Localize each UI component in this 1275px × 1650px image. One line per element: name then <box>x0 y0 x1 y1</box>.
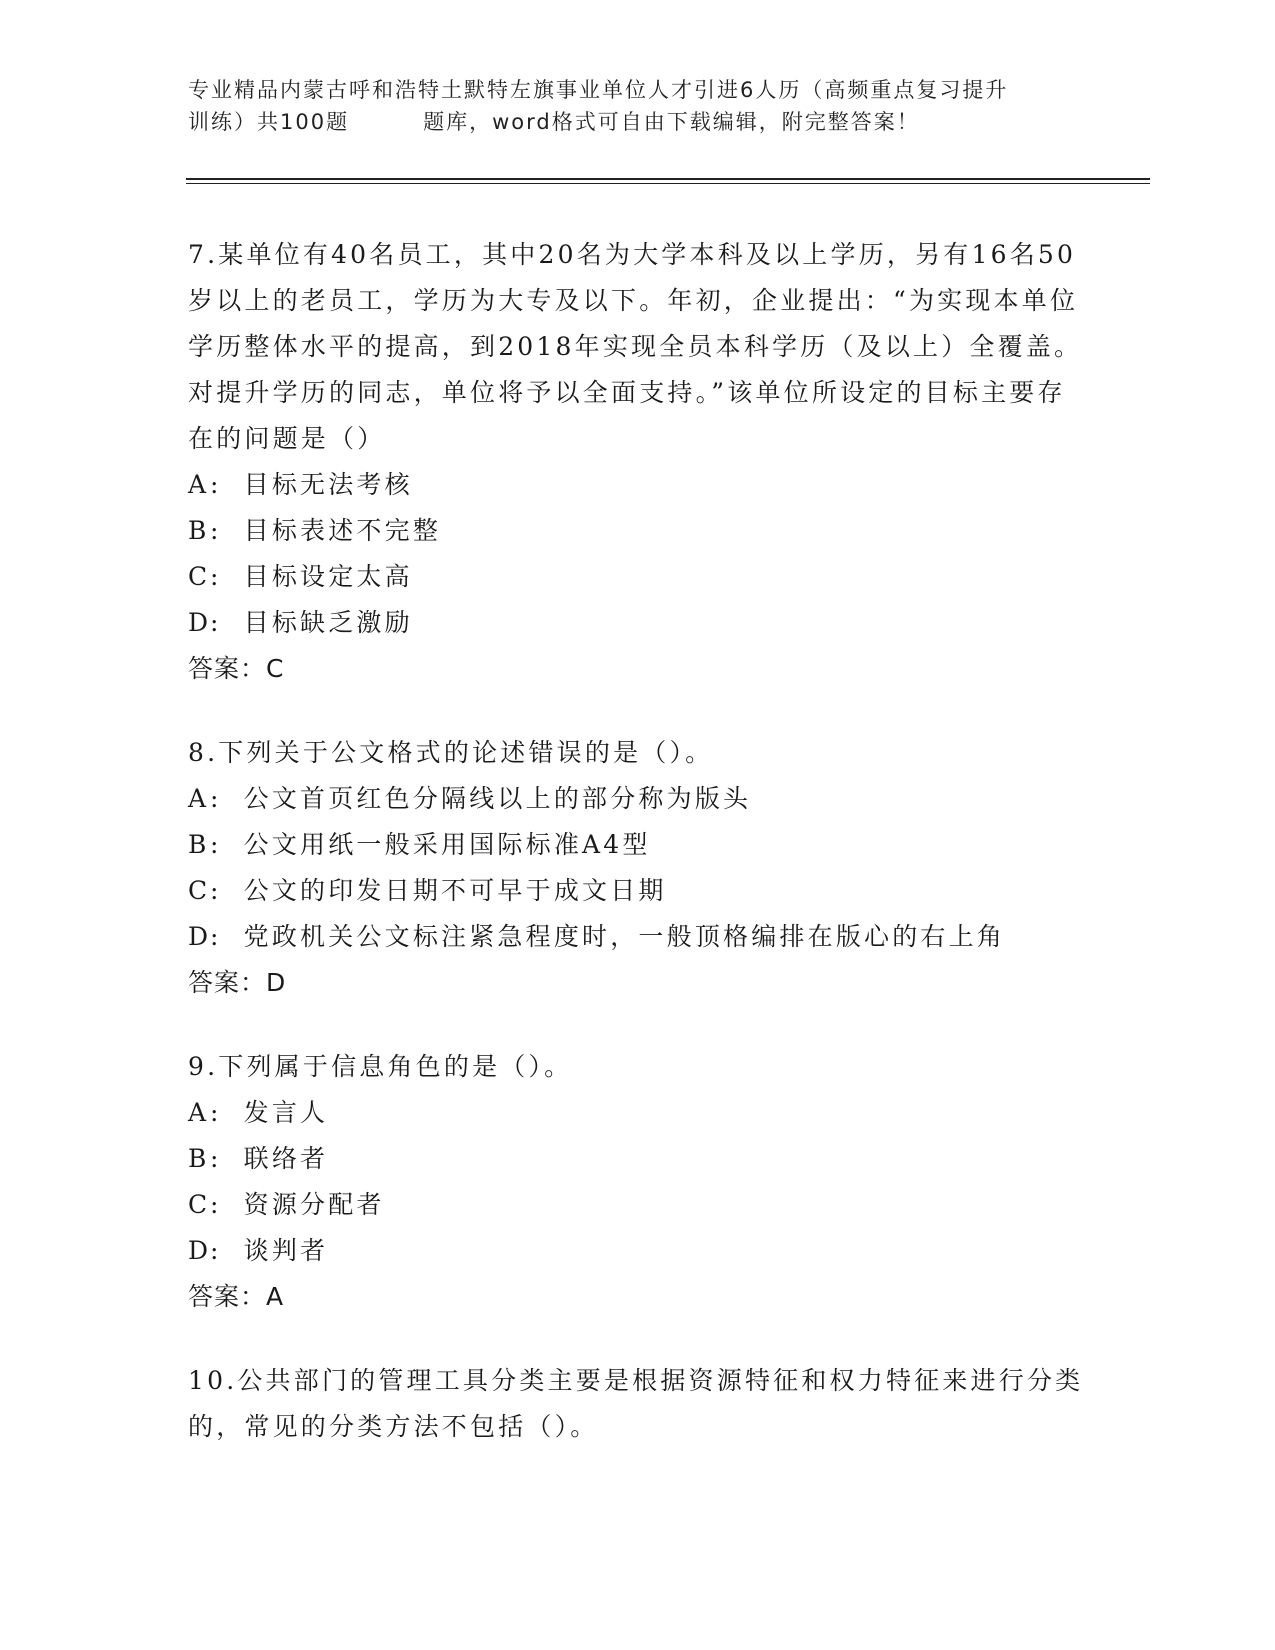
header-divider-thin <box>186 183 1150 184</box>
question-8 <box>188 730 1088 1006</box>
answer-line: 答案：D <box>188 968 287 997</box>
question-text: 公共部门的管理工具分类主要是根据资源特征和权力特征来进行分类的，常见的分类方法不包括（）。 <box>188 1366 1084 1441</box>
question-stem <box>188 730 1088 776</box>
option-a: A: 目标无法考核 <box>188 470 413 499</box>
question-number: 10. <box>188 1366 238 1395</box>
question-number: 8. <box>188 738 219 767</box>
answer-value: C <box>266 654 285 683</box>
answer-line: 答案：A <box>188 1282 285 1311</box>
option-b: B: 联络者 <box>188 1144 329 1173</box>
question-7 <box>188 232 1088 692</box>
question-stem <box>188 232 1088 462</box>
option-a: A: 发言人 <box>188 1098 329 1127</box>
option-d: D: 目标缺乏激励 <box>188 608 413 637</box>
header-divider-thick <box>186 178 1150 180</box>
option-d: D: 党政机关公文标注紧急程度时，一般顶格编排在版心的右上角 <box>188 922 1006 951</box>
question-stem <box>188 1358 1088 1450</box>
question-stem <box>188 1044 1088 1090</box>
question-number: 7. <box>188 240 219 269</box>
header-title-line-2-left: 训练）共100题 <box>188 110 350 134</box>
answer-value: A <box>266 1282 285 1311</box>
header-title-line-2-right: 题库，word格式可自由下载编辑，附完整答案！ <box>423 110 920 134</box>
question-9 <box>188 1044 1088 1320</box>
header-title-line-1: 专业精品内蒙古呼和浩特土默特左旗事业单位人才引进6人历（高频重点复习提升 <box>188 78 1009 102</box>
answer-value: D <box>266 968 287 997</box>
answer-line: 答案：C <box>188 654 285 683</box>
option-c: C: 公文的印发日期不可早于成文日期 <box>188 876 667 905</box>
option-d: D: 谈判者 <box>188 1236 329 1265</box>
option-a: A: 公文首页红色分隔线以上的部分称为版头 <box>188 784 752 813</box>
option-c: C: 目标设定太高 <box>188 562 413 591</box>
option-b: B: 公文用纸一般采用国际标准A4型 <box>188 830 651 859</box>
question-text: 下列关于公文格式的论述错误的是（）。 <box>218 738 714 767</box>
option-c: C: 资源分配者 <box>188 1190 385 1219</box>
document-header <box>188 74 1088 138</box>
question-text: 下列属于信息角色的是（）。 <box>218 1052 573 1081</box>
option-b: B: 目标表述不完整 <box>188 516 442 545</box>
header-title-line-2 <box>188 106 1088 138</box>
question-10 <box>188 1358 1088 1450</box>
question-text: 某单位有40名员工，其中20名为大学本科及以上学历，另有16名50岁以上的老员工，学历为大专及以下。年初，企业提出：“为实现本单位学历整体水平的提高，到2018年实现全员本科学历（及以上）全覆盖。对提升学历的同志，单位将予以全面支持。”该单位所设定的目标主要存在的问题是（） <box>188 240 1083 453</box>
question-number: 9. <box>188 1052 219 1081</box>
question-list <box>188 232 1088 1488</box>
